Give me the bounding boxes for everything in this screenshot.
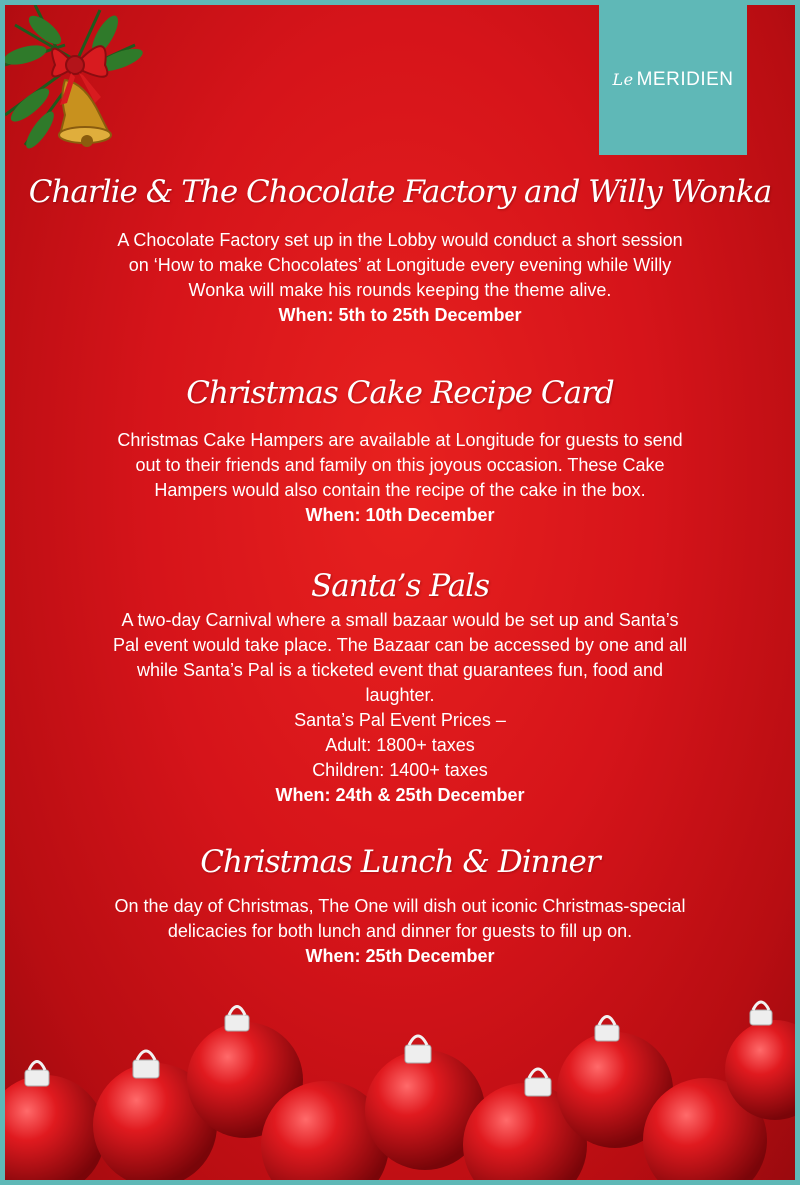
- section-title: Santa’s Pals: [310, 568, 489, 604]
- christmas-bell-icon: [5, 5, 155, 165]
- section-line: Hampers would also contain the recipe of the cake in the box.: [154, 480, 646, 500]
- section-line: Children: 1400+ taxes: [312, 760, 488, 780]
- event-section-santas-pals: [5, 564, 795, 808]
- section-line: laughter.: [365, 685, 435, 705]
- section-title: Charlie & The Chocolate Factory and Willy Wonka: [28, 174, 772, 210]
- section-line: Pal event would take place. The Bazaar can be accessed by one and all: [112, 635, 688, 655]
- section-line: out to their friends and family on this joyous occasion. These Cake: [135, 455, 665, 475]
- event-section-chocolate-factory: [5, 170, 795, 328]
- logo-name: MERIDIEN: [636, 69, 734, 90]
- le-meridien-logo: [599, 5, 747, 155]
- section-line: A two-day Carnival where a small bazaar would be set up and Santa’s: [121, 610, 679, 630]
- section-title: Christmas Cake Recipe Card: [186, 375, 614, 411]
- section-when: When: 10th December: [305, 505, 495, 525]
- section-line: while Santa’s Pal is a ticketed event that guarantees fun, food and: [136, 660, 664, 680]
- section-when: When: 25th December: [305, 946, 495, 966]
- ornament-baubles-icon: [5, 960, 795, 1180]
- section-title: Christmas Lunch & Dinner: [200, 844, 600, 880]
- section-line: delicacies for both lunch and dinner for guests to fill up on.: [167, 921, 633, 941]
- section-line: Christmas Cake Hampers are available at Longitude for guests to send: [117, 430, 683, 450]
- logo-prefix: Le: [612, 70, 634, 89]
- section-line: A Chocolate Factory set up in the Lobby would conduct a short session: [117, 230, 683, 250]
- section-line: Santa’s Pal Event Prices –: [294, 710, 506, 730]
- event-section-cake-recipe: [5, 371, 795, 528]
- event-section-christmas-lunch: [5, 840, 795, 969]
- section-line: Adult: 1800+ taxes: [325, 735, 475, 755]
- section-line: on ‘How to make Chocolates’ at Longitude every evening while Willy: [128, 255, 672, 275]
- event-sections: [5, 170, 795, 969]
- section-line: On the day of Christmas, The One will dish out iconic Christmas-special: [114, 896, 686, 916]
- section-when: When: 5th to 25th December: [278, 305, 522, 325]
- section-when: When: 24th & 25th December: [275, 785, 525, 805]
- section-line: Wonka will make his rounds keeping the theme alive.: [188, 280, 612, 300]
